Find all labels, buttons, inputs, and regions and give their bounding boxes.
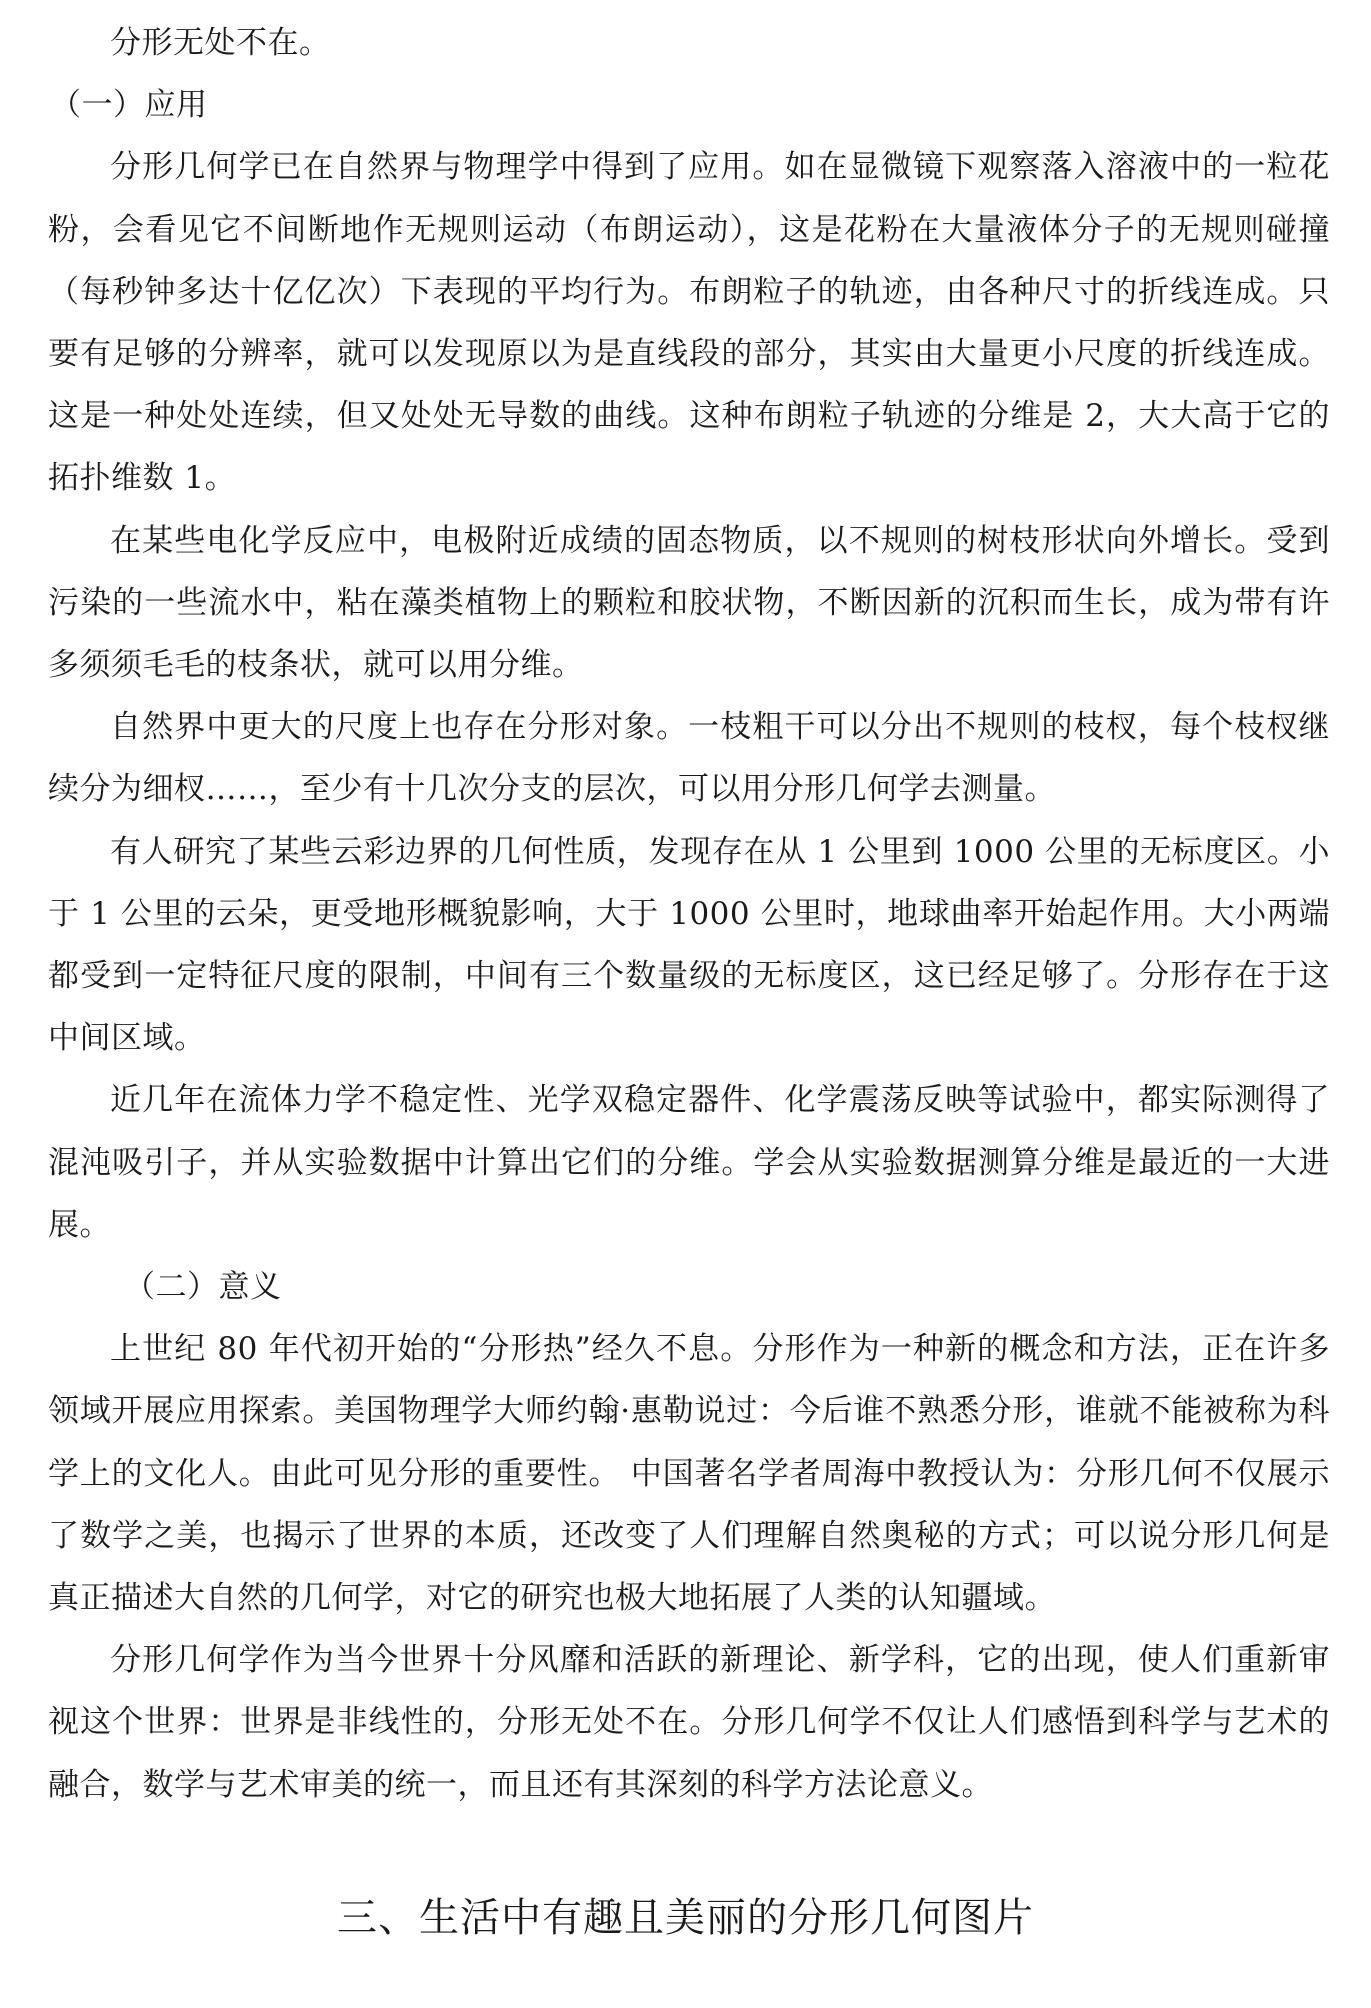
paragraph-conclusion: 分形几何学作为当今世界十分风靡和活跃的新理论、新学科，它的出现，使人们重新审视这个世界：世界是非线性的，分形无处不在。分形几何学不仅让人们感悟到科学与艺术的融合，数学与艺术审美的统一，而且还有其深刻的科学方法论意义。 [48,1642,1330,1803]
paragraph-chaos-attractors: 近几年在流体力学不稳定性、光学双稳定器件、化学震荡反映等试验中，都实际测得了混沌吸引子，并从实验数据中计算出它们的分维。学会从实验数据测算分维是最近的一大进展。 [48,1082,1330,1243]
section-title: 三、生活中有趣且美丽的分形几何图片 [337,1895,1034,1941]
paragraph-intro-end: 分形无处不在。 [110,25,331,61]
paragraph-brownian-motion: 分形几何学已在自然界与物理学中得到了应用。如在显微镜下观察落入溶液中的一粒花粉，会看见它不间断地作无规则运动（布朗运动），这是花粉在大量液体分子的无规则碰撞（每秒钟多达十亿亿次）下表现的平均行为。布朗粒子的轨迹，由各种尺寸的折线连成。只要有足够的分辨率，就可以发现原以为是直线段的部分，其实由大量更小尺度的折线连成。这是一种处处连续，但又处处无导数的曲线。这种布朗粒子轨迹的分维是 2，大大高于它的拓扑维数 1。 [48,149,1330,497]
paragraph-cloud-boundaries: 有人研究了某些云彩边界的几何性质，发现存在从 1 公里到 1000 公里的无标度区。小于 1 公里的云朵，更受地形概貌影响，大于 1000 公里时，地球曲率开始起作用。大小两端都受到一定特征尺度的限制，中间有三个数量级的无标度区，这已经足够了。分形存在于这中间区域。 [48,833,1330,1057]
document-body [48,12,1330,1816]
paragraph-electrochemistry: 在某些电化学反应中，电极附近成绩的固态物质，以不规则的树枝形状向外增长。受到污染的一些流水中，粘在藻类植物上的颗粒和胶状物，不断因新的沉积而生长，成为带有许多须须毛毛的枝条状，就可以用分维。 [48,522,1330,684]
paragraph-fractal-fever: 上世纪 80 年代初开始的“分形热”经久不息。分形作为一种新的概念和方法，正在许多领域开展应用探索。美国物理学大师约翰·惠勒说过：今后谁不熟悉分形，谁就不能被称为科学上的文化人。由此可见分形的重要性。 中国著名学者周海中教授认为：分形几何不仅展示了数学之美，也揭示了世界的本质，还改变了人们理解自然奥秘的方式；可以说分形几何是真正描述大自然的几何学，对它的研究也极大地拓展了人类的认知疆域。 [48,1331,1330,1617]
heading-significance: （二）意义 [124,1269,282,1306]
paragraph-tree-branches: 自然界中更大的尺度上也存在分形对象。一枝粗干可以分出不规则的枝杈，每个枝杈继续分为细杈……，至少有十几次分支的层次，可以用分形几何学去测量。 [48,709,1330,808]
heading-applications: （一）应用 [50,87,208,124]
